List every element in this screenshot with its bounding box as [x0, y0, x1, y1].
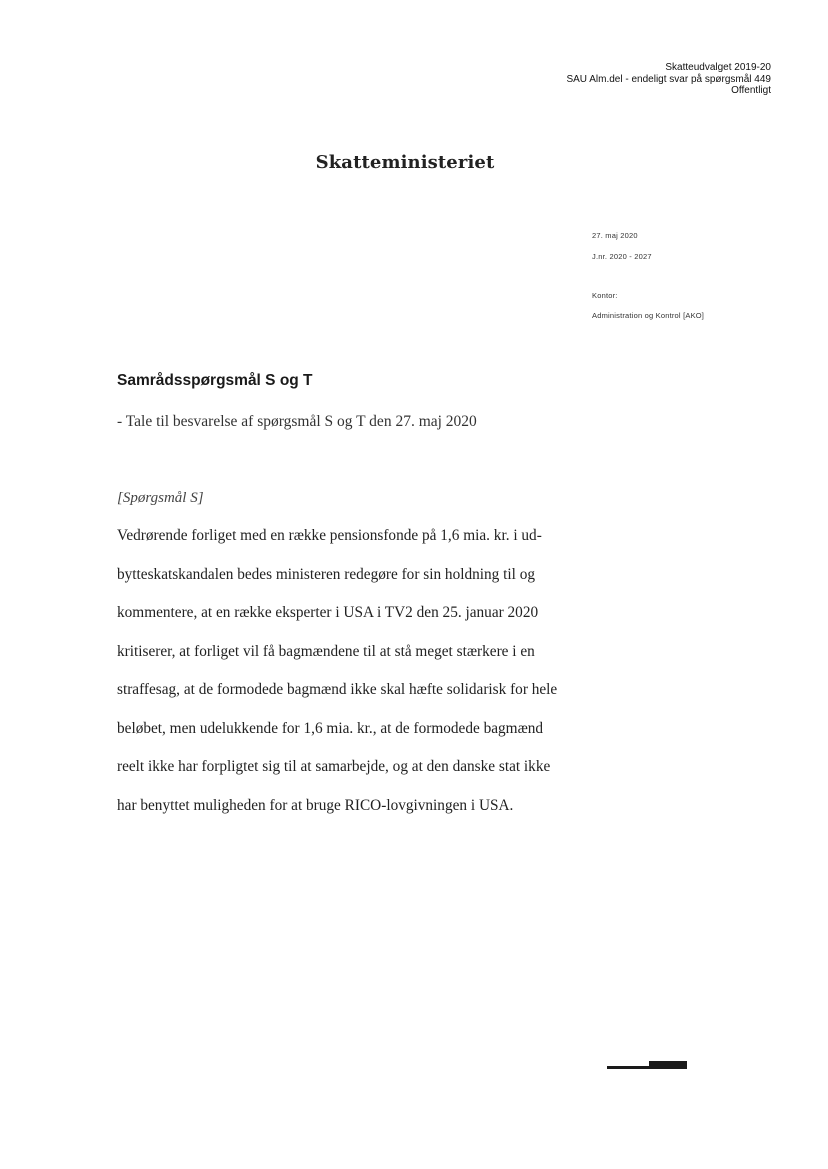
status-label: Offentligt [731, 85, 771, 96]
body-line: straffesag, at de formodede bagmænd ikke skal hæfte solidarisk for hele [117, 681, 558, 698]
document-date: 27. maj 2020 [592, 231, 638, 240]
committee-label: Skatteudvalget 2019-20 [665, 62, 771, 73]
reference-label: SAU Alm.del - endeligt svar på spørgsmål 449 [566, 73, 771, 85]
body-line: Vedrørende forliget med en række pensionsfonde på 1,6 mia. kr. i ud- [117, 527, 542, 544]
body-line: kommentere, at en række eksperter i USA i TV2 den 25. januar 2020 [117, 604, 539, 621]
office-label: Kontor: [592, 291, 618, 300]
footer-mark-thick [649, 1061, 687, 1069]
question-body [117, 525, 597, 833]
question-label: [Spørgsmål S] [117, 490, 204, 506]
body-line: bytteskatskandalen bedes ministeren redegøre for sin holdning til og [117, 565, 536, 583]
journal-number: J.nr. 2020 - 2027 [592, 252, 652, 261]
body-line: har benyttet muligheden for at bruge RICO-lovgivningen i USA. [117, 796, 514, 814]
body-line: kritiserer, at forliget vil få bagmændene til at stå meget stærkere i en [117, 642, 535, 660]
footer-page-mark [607, 1061, 687, 1070]
body-line: reelt ikke har forpligtet sig til at samarbejde, og at den danske stat ikke [117, 758, 551, 775]
footer-mark-thin [607, 1066, 649, 1069]
ministry-logo-text: Skatteministeriet [315, 152, 495, 173]
document-header-meta [566, 62, 771, 97]
document-title: Samrådsspørgsmål S og T [117, 372, 313, 389]
body-line: beløbet, men udelukkende for 1,6 mia. kr., at de formodede bagmænd [117, 719, 544, 737]
office-value: Administration og Kontrol [AKO] [592, 311, 705, 320]
document-subtitle: - Tale til besvarelse af spørgsmål S og T den 27. maj 2020 [117, 413, 477, 430]
